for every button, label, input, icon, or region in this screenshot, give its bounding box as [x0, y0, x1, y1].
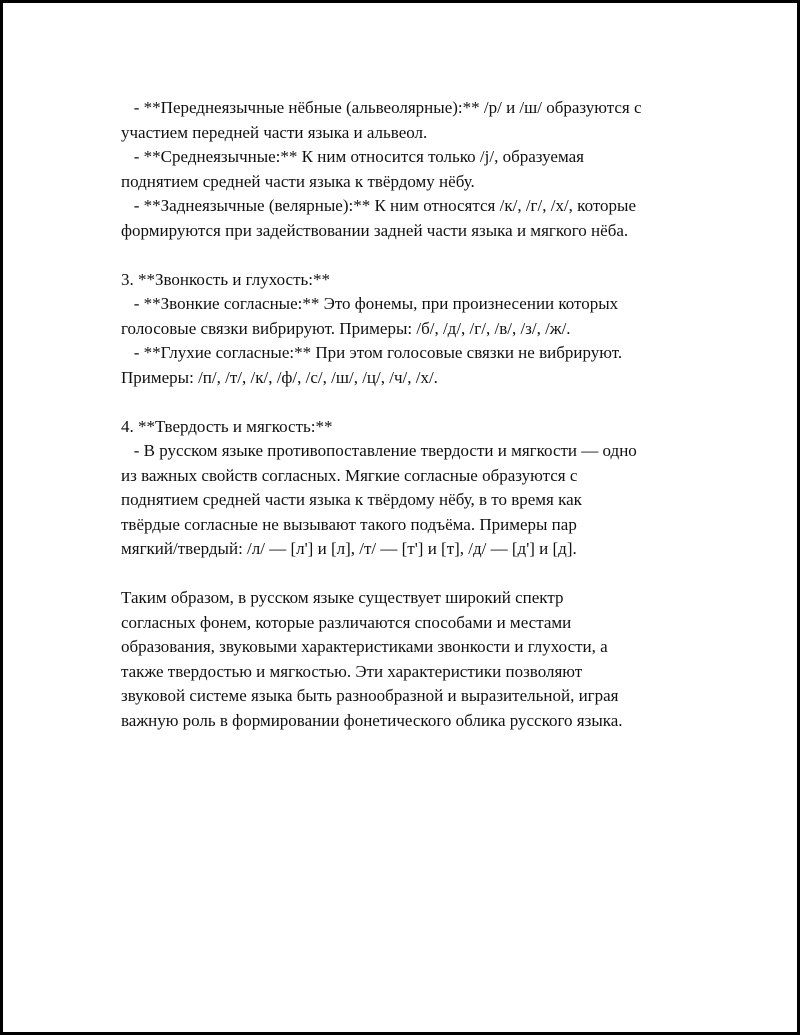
- conclusion-line: также твердостью и мягкостью. Эти характеристики позволяют: [121, 661, 583, 681]
- conclusion-line: важную роль в формировании фонетического облика русского языка.: [121, 710, 623, 730]
- section-heading: 3. **Звонкость и глухость:**: [121, 269, 330, 289]
- text-line: голосовые связки вибрируют. Примеры: /б/, /д/, /г/, /в/, /з/, /ж/.: [121, 318, 571, 338]
- conclusion-line: образования, звуковыми характеристиками звонкости и глухости, а: [121, 637, 608, 656]
- text-line: формируются при задействовании задней части языка и мягкого нёба.: [121, 220, 629, 240]
- text-line: - **Звонкие согласные:** Это фонемы, при произнесении которых: [121, 294, 619, 313]
- text-line: мягкий/твердый: /л/ — [л'] и [л], /т/ — [т'] и [т], /д/ — [д'] и [д].: [121, 539, 577, 558]
- paragraph-gap: [121, 390, 701, 415]
- text-line: поднятием средней части языка к твёрдому нёбу, в то время как: [121, 490, 582, 509]
- text-line: - **Глухие согласные:** При этом голосовые связки не вибрируют.: [121, 343, 623, 362]
- section-heading: 4. **Твердость и мягкость:**: [121, 416, 333, 436]
- text-line: - В русском языке противопоставление твердости и мягкости — одно: [121, 441, 637, 460]
- text-line: - **Заднеязычные (велярные):** К ним относятся /к/, /г/, /х/, которые: [121, 196, 637, 215]
- text-line: - **Среднеязычные:** К ним относится только /j/, образуемая: [121, 147, 584, 166]
- conclusion-line: Таким образом, в русском языке существует широкий спектр: [121, 588, 564, 607]
- text-line: Примеры: /п/, /т/, /к/, /ф/, /с/, /ш/, /ц/, /ч/, /х/.: [121, 367, 438, 387]
- paragraph-gap: [121, 243, 701, 268]
- text-line: поднятием средней части языка к твёрдому нёбу.: [121, 171, 475, 191]
- text-line: участием передней части языка и альвеол.: [121, 122, 428, 142]
- text-line: из важных свойств согласных. Мягкие согласные образуются с: [121, 465, 578, 485]
- document-body: [121, 96, 701, 733]
- conclusion-line: звуковой системе языка быть разнообразной и выразительной, играя: [121, 686, 619, 705]
- conclusion-line: согласных фонем, которые различаются способами и местами: [121, 612, 572, 632]
- paragraph-gap: [121, 562, 701, 587]
- text-line: твёрдые согласные не вызывают такого подъёма. Примеры пар: [121, 514, 577, 534]
- text-line: - **Переднеязычные нёбные (альвеолярные):** /р/ и /ш/ образуются с: [121, 98, 642, 117]
